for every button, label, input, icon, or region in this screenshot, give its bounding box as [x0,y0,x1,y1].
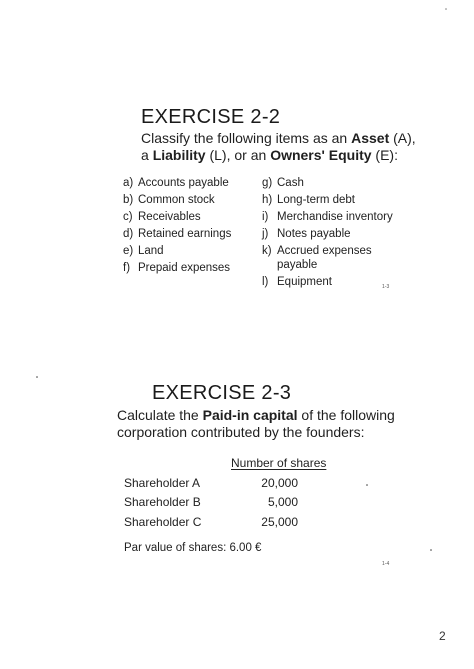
list-item: f) Prepaid expenses [123,262,231,274]
shareholder-name: Shareholder C [124,515,202,529]
exercise-2-2-title: EXERCISE 2-2 [141,106,281,128]
page-number: 2 [439,629,446,643]
slide-reference: 1-4 [382,561,390,567]
shareholder-shares: 20,000 [261,476,298,490]
exercise-2-2-prompt [141,130,416,164]
asset-term: Asset [351,130,390,146]
list-item: g) Cash [262,177,304,189]
shareholder-shares: 25,000 [261,515,298,529]
scan-speck [430,549,432,551]
scan-speck [36,376,38,378]
paid-in-capital-term: Paid-in capital [202,407,298,423]
prompt-line-2: corporation contributed by the founders: [117,424,365,440]
scan-speck [445,8,447,10]
exercise-2-3-title: EXERCISE 2-3 [152,382,292,404]
list-item: b) Common stock [123,194,215,206]
list-item: j) Notes payable [262,228,351,240]
equity-term: Owners' Equity [270,147,372,163]
prompt-line-2: a Liability (L), or an Owners' Equity (E): [141,147,398,163]
prompt-line-1: Classify the following items as an Asset (A), [141,130,416,146]
list-item: d) Retained earnings [123,228,232,240]
list-item: e) Land [123,245,164,257]
list-item: h) Long-term debt [262,194,355,206]
slide-reference: 1-3 [382,284,390,290]
shareholder-name: Shareholder A [124,476,201,490]
shareholder-shares: 5,000 [267,495,298,509]
list-item: i) Merchandise inventory [262,211,393,223]
scan-speck [366,484,368,486]
shareholder-name: Shareholder B [124,495,201,509]
list-item: a) Accounts payable [123,177,229,189]
list-item: c) Receivables [123,211,201,223]
list-item: l) Equipment [262,276,332,288]
list-item: k) Accrued expenses payable [262,245,372,271]
liability-term: Liability [152,147,206,163]
prompt-line-1: Calculate the Paid-in capital of the following [117,407,395,423]
par-value-note: Par value of shares: 6.00 € [124,542,262,554]
number-of-shares-header: Number of shares [231,456,327,470]
exercise-2-3-prompt [117,407,395,441]
